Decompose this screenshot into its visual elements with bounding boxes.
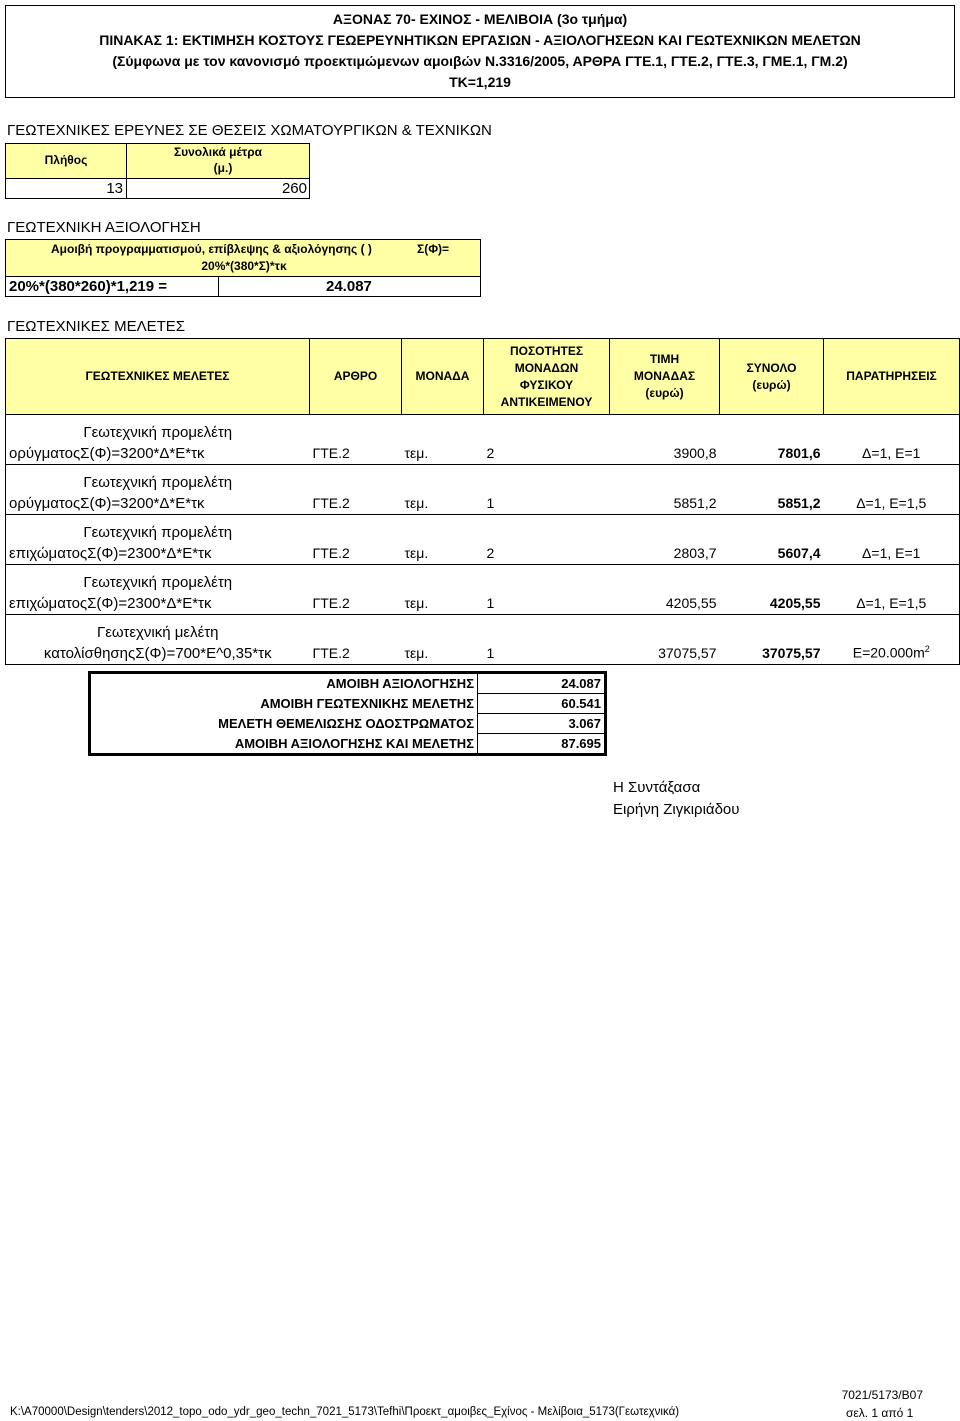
summary-row <box>90 714 606 734</box>
row-unit-price: 37075,57 <box>610 615 720 665</box>
table-row <box>6 565 960 615</box>
summary-row <box>90 734 606 755</box>
row-description <box>6 565 310 615</box>
header-price-line3: (ευρώ) <box>645 386 684 400</box>
studies-heading: ΓΕΩΤΕΧΝΙΚΕΣ ΜΕΛΕΤΕΣ <box>7 318 186 335</box>
footer-code: 7021/5173/B07 <box>841 1388 923 1402</box>
row-article: ΓΤΕ.2 <box>310 515 402 565</box>
evaluation-header <box>5 239 481 277</box>
row-note: Δ=1, Ε=1 <box>824 515 960 565</box>
row-desc-line1: Γεωτεχνική προμελέτη <box>83 424 233 441</box>
header-qty-line1: ΠΟΣΟΤΗΤΕΣ <box>509 343 584 358</box>
row-article: ΓΤΕ.2 <box>310 415 402 465</box>
signature-role: Η Συντάξασα <box>613 779 701 796</box>
title-line-4: ΤΚ=1,219 <box>449 74 511 90</box>
summary-label: ΑΜΟΙΒΗ ΑΞΙΟΛΟΓΗΣΗΣ <box>90 673 478 694</box>
row-unit: τεμ. <box>402 615 484 665</box>
surveys-count: 13 <box>106 180 123 197</box>
row-note-superscript: 2 <box>924 644 930 655</box>
table-row <box>6 515 960 565</box>
row-quantity: 1 <box>484 465 610 515</box>
table-row <box>6 465 960 515</box>
row-note: Δ=1, Ε=1 <box>824 415 960 465</box>
title-box <box>5 5 955 98</box>
row-description <box>6 465 310 515</box>
summary-value: 3.067 <box>478 714 606 734</box>
row-desc-line1: Γεωτεχνική προμελέτη <box>83 474 233 491</box>
row-desc-line2: κατολίσθησηςΣ(Φ)=700*Ε^0,35*τκ <box>43 645 272 662</box>
header-total-line1: ΣΥΝΟΛΟ <box>746 360 797 375</box>
surveys-heading: ΓΕΩΤΕΧΝΙΚΕΣ ΕΡΕΥΝΕΣ ΣΕ ΘΕΣΕΙΣ ΧΩΜΑΤΟΥΡΓΙΚΩΝ & ΤΕΧΝΙΚΩΝ <box>7 122 492 139</box>
footer-page: σελ. 1 από 1 <box>846 1406 914 1420</box>
row-desc-line1: Γεωτεχνική προμελέτη <box>83 574 233 591</box>
evaluation-values <box>5 276 481 297</box>
header-quantity <box>484 339 610 415</box>
table-row <box>6 415 960 465</box>
summary-value: 60.541 <box>478 694 606 714</box>
summary-row <box>90 673 606 694</box>
row-note: Δ=1, Ε=1,5 <box>824 565 960 615</box>
row-article: ΓΤΕ.2 <box>310 565 402 615</box>
surveys-col-count: Πλήθος <box>44 153 88 167</box>
header-unit: ΜΟΝΑΔΑ <box>402 339 484 415</box>
row-description <box>6 515 310 565</box>
title-line-3: (Σύμφωνα με τον κανονισμό προεκτιμώμενων αμοιβών Ν.3316/2005, ΑΡΘΡΑ ΓΤΕ.1, ΓΤΕ.2, ΓΤΕ.3, ΓΜΕ.1, ΓΜ.2) <box>112 53 848 69</box>
row-unit-price: 5851,2 <box>610 465 720 515</box>
row-desc-line1: Γεωτεχνική προμελέτη <box>83 524 233 541</box>
row-unit: τεμ. <box>402 515 484 565</box>
header-article: ΑΡΘΡΟ <box>310 339 402 415</box>
header-total-line2: (ευρώ) <box>752 377 791 392</box>
evaluation-formula: 20%*(380*Σ)*τκ <box>201 259 287 273</box>
summary-table <box>88 671 607 756</box>
footer-path: K:\A70000\Design\tenders\2012_topo_odo_ydr_geo_techn_7021_5173\Tefhi\Προεκτ_αμοιβες_Εχίνος - Μελίβοια_5173(Γεωτεχνικά) <box>10 1406 680 1418</box>
signature-name: Ειρήνη Ζιγκιριάδου <box>613 801 740 818</box>
header-qty-line3: ΦΥΣΙΚΟΥ <box>519 377 574 392</box>
evaluation-fee-label: Αμοιβή προγραμματισμού, επίβλεψης & αξιολόγησης ( ) <box>51 242 372 256</box>
row-desc-line2: ορύγματοςΣ(Φ)=3200*Δ*Ε*τκ <box>9 445 205 462</box>
row-desc-line2: επιχώματοςΣ(Φ)=2300*Δ*Ε*τκ <box>9 595 212 612</box>
row-quantity: 1 <box>484 565 610 615</box>
surveys-col-meters <box>127 144 309 176</box>
row-unit-price: 4205,55 <box>610 565 720 615</box>
summary-label: ΑΜΟΙΒΗ ΑΞΙΟΛΟΓΗΣΗΣ ΚΑΙ ΜΕΛΕΤΗΣ <box>90 734 478 755</box>
row-note: Δ=1, Ε=1,5 <box>824 465 960 515</box>
summary-row <box>90 694 606 714</box>
row-note-text: Ε=20.000m <box>852 645 925 661</box>
header-qty-line2: ΜΟΝΑΔΩΝ <box>514 360 579 375</box>
title-line-1: ΑΞΟΝΑΣ 70- ΕΧΙΝΟΣ - ΜΕΛΙΒΟΙΑ (3ο τμήμα) <box>332 11 628 27</box>
row-unit: τεμ. <box>402 415 484 465</box>
row-total: 7801,6 <box>720 415 824 465</box>
row-total: 5851,2 <box>720 465 824 515</box>
studies-table <box>5 338 960 665</box>
evaluation-calc: 20%*(380*260)*1,219 = <box>9 278 168 295</box>
surveys-meters: 260 <box>281 180 307 197</box>
row-article: ΓΤΕ.2 <box>310 615 402 665</box>
row-article: ΓΤΕ.2 <box>310 465 402 515</box>
row-total: 37075,57 <box>720 615 824 665</box>
header-price-line2: ΜΟΝΑΔΑΣ <box>633 369 696 383</box>
header-price-line1: ΤΙΜΗ <box>649 352 680 366</box>
table-row <box>6 615 960 665</box>
surveys-col-meters-line2: (μ.) <box>213 161 233 175</box>
header-unit-price <box>610 339 720 415</box>
surveys-col-meters-line1: Συνολικά μέτρα <box>173 145 263 159</box>
row-desc-line2: επιχώματοςΣ(Φ)=2300*Δ*Ε*τκ <box>9 545 212 562</box>
row-quantity: 2 <box>484 515 610 565</box>
summary-label: ΜΕΛΕΤΗ ΘΕΜΕΛΙΩΣΗΣ ΟΔΟΣΤΡΩΜΑΤΟΣ <box>90 714 478 734</box>
evaluation-sigma-label: Σ(Φ)= <box>417 242 450 256</box>
header-notes: ΠΑΡΑΤΗΡΗΣΕΙΣ <box>824 339 960 415</box>
signature-block <box>613 777 739 821</box>
row-desc-line2: ορύγματοςΣ(Φ)=3200*Δ*Ε*τκ <box>9 495 205 512</box>
divider <box>218 277 219 296</box>
row-unit: τεμ. <box>402 565 484 615</box>
surveys-values <box>5 178 310 199</box>
row-description <box>6 415 310 465</box>
summary-value: 24.087 <box>478 673 606 694</box>
row-desc-line1: Γεωτεχνική μελέτη <box>96 624 219 641</box>
row-total: 4205,55 <box>720 565 824 615</box>
evaluation-heading: ΓΕΩΤΕΧΝΙΚΗ ΑΞΙΟΛΟΓΗΣΗ <box>7 219 201 236</box>
header-total <box>720 339 824 415</box>
title-line-2: ΠΙΝΑΚΑΣ 1: ΕΚΤΙΜΗΣΗ ΚΟΣΤΟΥΣ ΓΕΩΕΡΕΥΝΗΤΙΚΩΝ ΕΡΓΑΣΙΩΝ - ΑΞΙΟΛΟΓΗΣΕΩΝ ΚΑΙ ΓΕΩΤΕΧΝΙΚΩΝ ΜΕΛΕΤΩΝ <box>99 32 861 48</box>
header-study: ΓΕΩΤΕΧΝΙΚΕΣ ΜΕΛΕΤΕΣ <box>6 339 310 415</box>
row-quantity: 1 <box>484 615 610 665</box>
row-note <box>824 615 960 665</box>
studies-header-row <box>6 339 960 415</box>
surveys-header <box>5 143 310 179</box>
row-quantity: 2 <box>484 415 610 465</box>
row-unit: τεμ. <box>402 465 484 515</box>
row-unit-price: 3900,8 <box>610 415 720 465</box>
evaluation-result: 24.087 <box>326 278 372 295</box>
summary-label: ΑΜΟΙΒΗ ΓΕΩΤΕΧΝΙΚΗΣ ΜΕΛΕΤΗΣ <box>90 694 478 714</box>
header-qty-line4: ΑΝΤΙΚΕΙΜΕΝΟΥ <box>500 394 593 409</box>
row-total: 5607,4 <box>720 515 824 565</box>
row-description <box>6 615 310 665</box>
row-unit-price: 2803,7 <box>610 515 720 565</box>
summary-value: 87.695 <box>561 736 601 751</box>
